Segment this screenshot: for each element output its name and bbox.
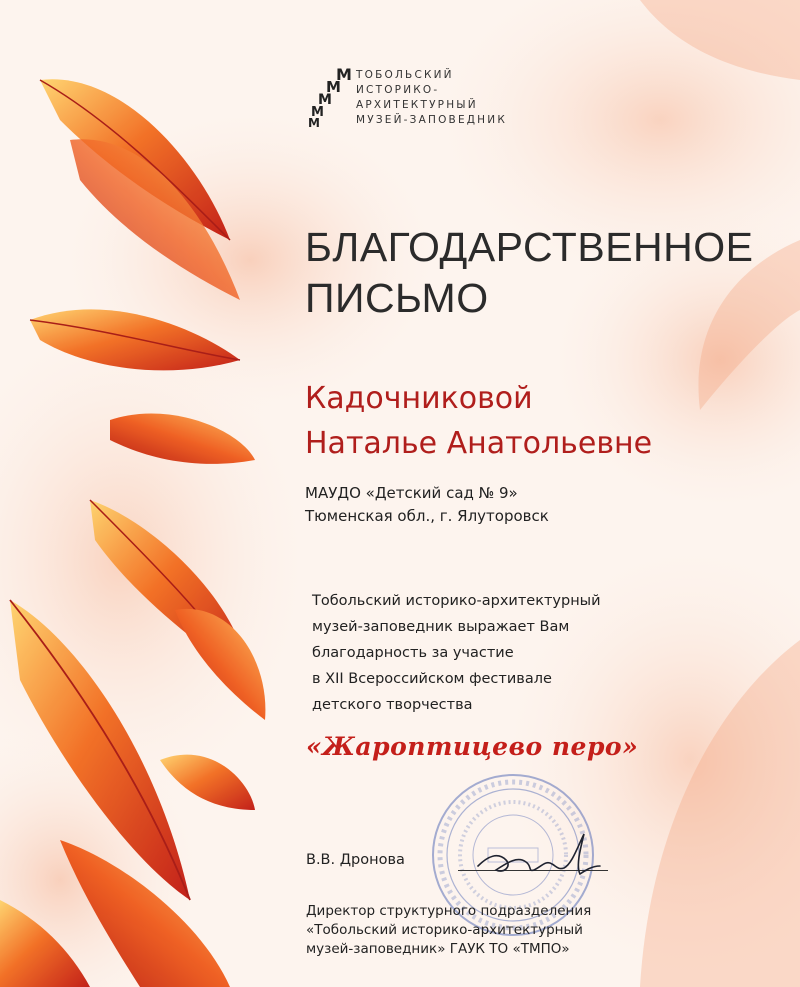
festival-name: «Жароптицево перо» xyxy=(306,732,639,761)
logo-line: АРХИТЕКТУРНЫЙ xyxy=(356,99,478,111)
logo-line: ТОБОЛЬСКИЙ xyxy=(356,69,454,81)
museum-logo-text xyxy=(356,68,507,128)
message-line: Тобольский историко-архитектурный xyxy=(312,593,601,609)
signer-name: В.В. Дронова xyxy=(306,852,405,868)
handwritten-signature xyxy=(468,826,608,886)
message-line: благодарность за участие xyxy=(312,645,514,661)
position-line: Директор структурного подразделения xyxy=(306,903,592,919)
message-line: в XII Всероссийском фестивале xyxy=(312,671,552,687)
signer-position xyxy=(306,902,591,959)
svg-text:M: M xyxy=(336,65,352,84)
logo-line: ИСТОРИКО- xyxy=(356,84,440,96)
recipient-organization xyxy=(305,482,549,528)
message-line: музей-заповедник выражает Вам xyxy=(312,619,570,635)
svg-text:M: M xyxy=(311,105,324,120)
title-line: ПИСЬМО xyxy=(305,275,489,321)
svg-text:M: M xyxy=(326,78,341,96)
organization-line: Тюменская обл., г. Ялуторовск xyxy=(305,507,549,525)
organization-line: МАУДО «Детский сад № 9» xyxy=(305,484,518,502)
position-line: музей-заповедник» ГАУК ТО «ТМПО» xyxy=(306,941,570,957)
svg-text:M: M xyxy=(308,116,320,130)
recipient-line: Кадочниковой xyxy=(305,381,533,416)
recipient-line: Наталье Анатольевне xyxy=(305,426,653,461)
document-title xyxy=(305,222,754,324)
recipient-name xyxy=(305,376,652,466)
position-line: «Тобольский историко-архитектурный xyxy=(306,922,583,938)
museum-monogram-icon xyxy=(308,66,350,130)
title-line: БЛАГОДАРСТВЕННОЕ xyxy=(305,224,754,270)
logo-line: МУЗЕЙ-ЗАПОВЕДНИК xyxy=(356,114,507,126)
message-line: детского творчества xyxy=(312,697,473,713)
gratitude-message xyxy=(312,588,601,718)
svg-text:M: M xyxy=(318,92,332,108)
museum-logo xyxy=(308,66,507,130)
